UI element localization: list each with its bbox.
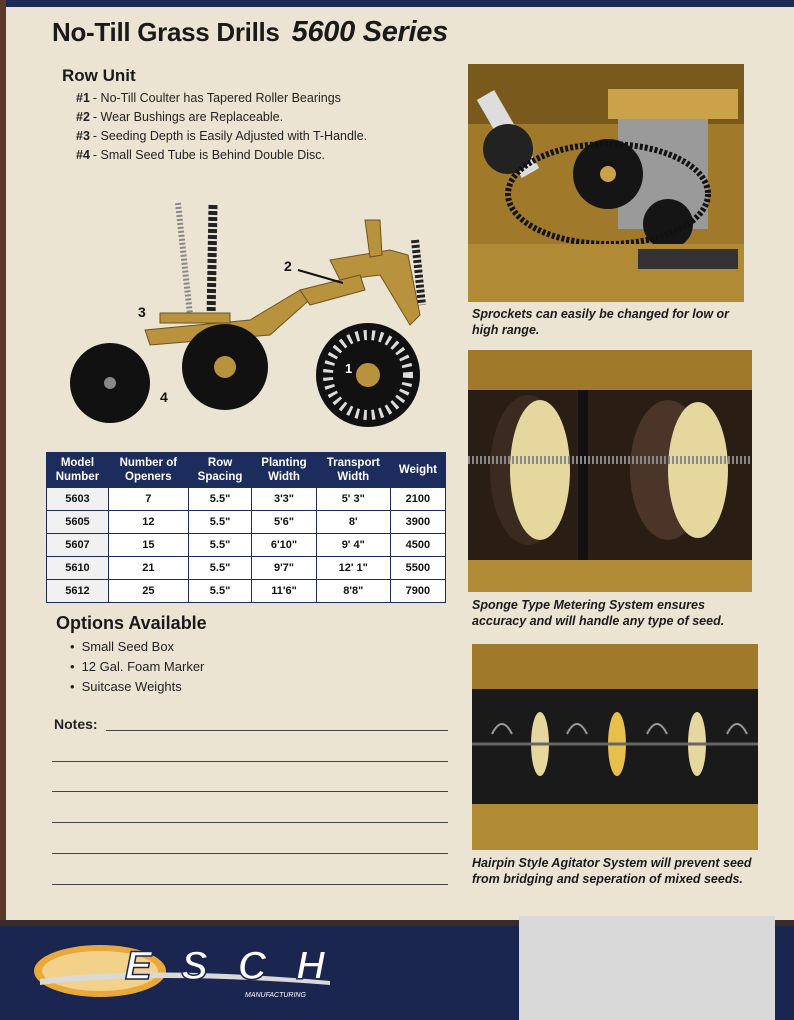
item-text: - No-Till Coulter has Tapered Roller Bearings: [92, 91, 341, 105]
cell-openers: 21: [108, 557, 188, 580]
cell-model: 5607: [47, 534, 109, 557]
item-number: #4: [76, 148, 90, 162]
list-item: [76, 108, 367, 127]
row-unit-list: [76, 89, 367, 165]
cell-transport: 8'8": [316, 580, 390, 603]
cell-model: 5603: [47, 488, 109, 511]
sponge-caption: Sponge Type Metering System ensures accuracy and will handle any type of seed.: [472, 598, 725, 628]
note-line: [106, 730, 448, 731]
cell-model: 5605: [47, 511, 109, 534]
redaction-box: [519, 916, 775, 1020]
item-number: #3: [76, 129, 90, 143]
cell-model: 5612: [47, 580, 109, 603]
sponge-metering-photo: [468, 350, 752, 592]
col-header: Transport Width: [316, 453, 390, 488]
table-header-row: [47, 453, 446, 488]
note-line: [52, 853, 448, 854]
cell-transport: 5' 3": [316, 488, 390, 511]
item-number: #2: [76, 110, 90, 124]
cell-openers: 12: [108, 511, 188, 534]
top-border: [6, 0, 794, 7]
coulter-icon: [316, 323, 420, 427]
cell-transport: 12' 1": [316, 557, 390, 580]
item-text: - Wear Bushings are Replaceable.: [92, 110, 284, 124]
cell-planting: 5'6": [252, 511, 316, 534]
list-item: [76, 89, 367, 108]
callout-1: 1: [345, 361, 353, 376]
options-heading: Options Available: [56, 613, 207, 633]
cell-openers: 15: [108, 534, 188, 557]
cell-spacing: 5.5": [188, 557, 252, 580]
sprocket-photo: [468, 64, 744, 302]
col-header: Row Spacing: [188, 453, 252, 488]
cell-transport: 8': [316, 511, 390, 534]
note-line: [52, 791, 448, 792]
item-text: - Small Seed Tube is Behind Double Disc.: [92, 148, 325, 162]
list-item: [76, 127, 367, 146]
logo-sub: MANUFACTURING: [245, 992, 306, 999]
list-item: • Suitcase Weights: [70, 677, 204, 697]
list-item: • 12 Gal. Foam Marker: [70, 657, 204, 677]
cell-weight: 4500: [390, 534, 445, 557]
row-unit-heading: Row Unit: [62, 66, 136, 85]
cell-openers: 7: [108, 488, 188, 511]
callout-4: 4: [160, 389, 168, 405]
table-row: [47, 580, 446, 603]
agitator-caption: Hairpin Style Agitator System will prevent seed from bridging and seperation of mixed seeds.: [472, 856, 752, 886]
col-header: Number of Openers: [108, 453, 188, 488]
cell-weight: 3900: [390, 511, 445, 534]
options-list: [70, 637, 204, 697]
spec-table: [46, 452, 446, 603]
cell-spacing: 5.5": [188, 488, 252, 511]
cell-model: 5610: [47, 557, 109, 580]
notes-label: Notes:: [54, 716, 98, 732]
item-number: #1: [76, 91, 90, 105]
table-row: [47, 557, 446, 580]
esch-logo: [30, 935, 360, 1001]
table-row: [47, 534, 446, 557]
note-line: [52, 884, 448, 885]
note-line: [52, 761, 448, 762]
callout-3: 3: [138, 304, 146, 320]
cell-weight: 5500: [390, 557, 445, 580]
cell-transport: 9' 4": [316, 534, 390, 557]
title-series: 5600 Series: [291, 16, 448, 48]
cell-planting: 11'6": [252, 580, 316, 603]
list-item: [76, 146, 367, 165]
cell-planting: 3'3": [252, 488, 316, 511]
cell-spacing: 5.5": [188, 534, 252, 557]
table-row: [47, 488, 446, 511]
cell-weight: 7900: [390, 580, 445, 603]
cell-planting: 9'7": [252, 557, 316, 580]
item-text: - Seeding Depth is Easily Adjusted with T-Handle.: [92, 129, 368, 143]
cell-planting: 6'10": [252, 534, 316, 557]
cell-openers: 25: [108, 580, 188, 603]
cell-spacing: 5.5": [188, 580, 252, 603]
cell-spacing: 5.5": [188, 511, 252, 534]
note-line: [52, 822, 448, 823]
callout-2: 2: [284, 258, 292, 274]
agitator-photo: [472, 644, 758, 850]
col-header: Planting Width: [252, 453, 316, 488]
col-header: Weight: [390, 453, 445, 488]
list-item: • Small Seed Box: [70, 637, 204, 657]
row-unit-diagram: [60, 195, 440, 435]
title-main: No-Till Grass Drills: [52, 17, 280, 47]
logo-word: ESCH: [125, 944, 325, 988]
table-row: [47, 511, 446, 534]
sprocket-caption: Sprockets can easily be changed for low or high range.: [472, 307, 730, 337]
cell-weight: 2100: [390, 488, 445, 511]
page-title: [52, 16, 448, 49]
col-header: Model Number: [47, 453, 109, 488]
